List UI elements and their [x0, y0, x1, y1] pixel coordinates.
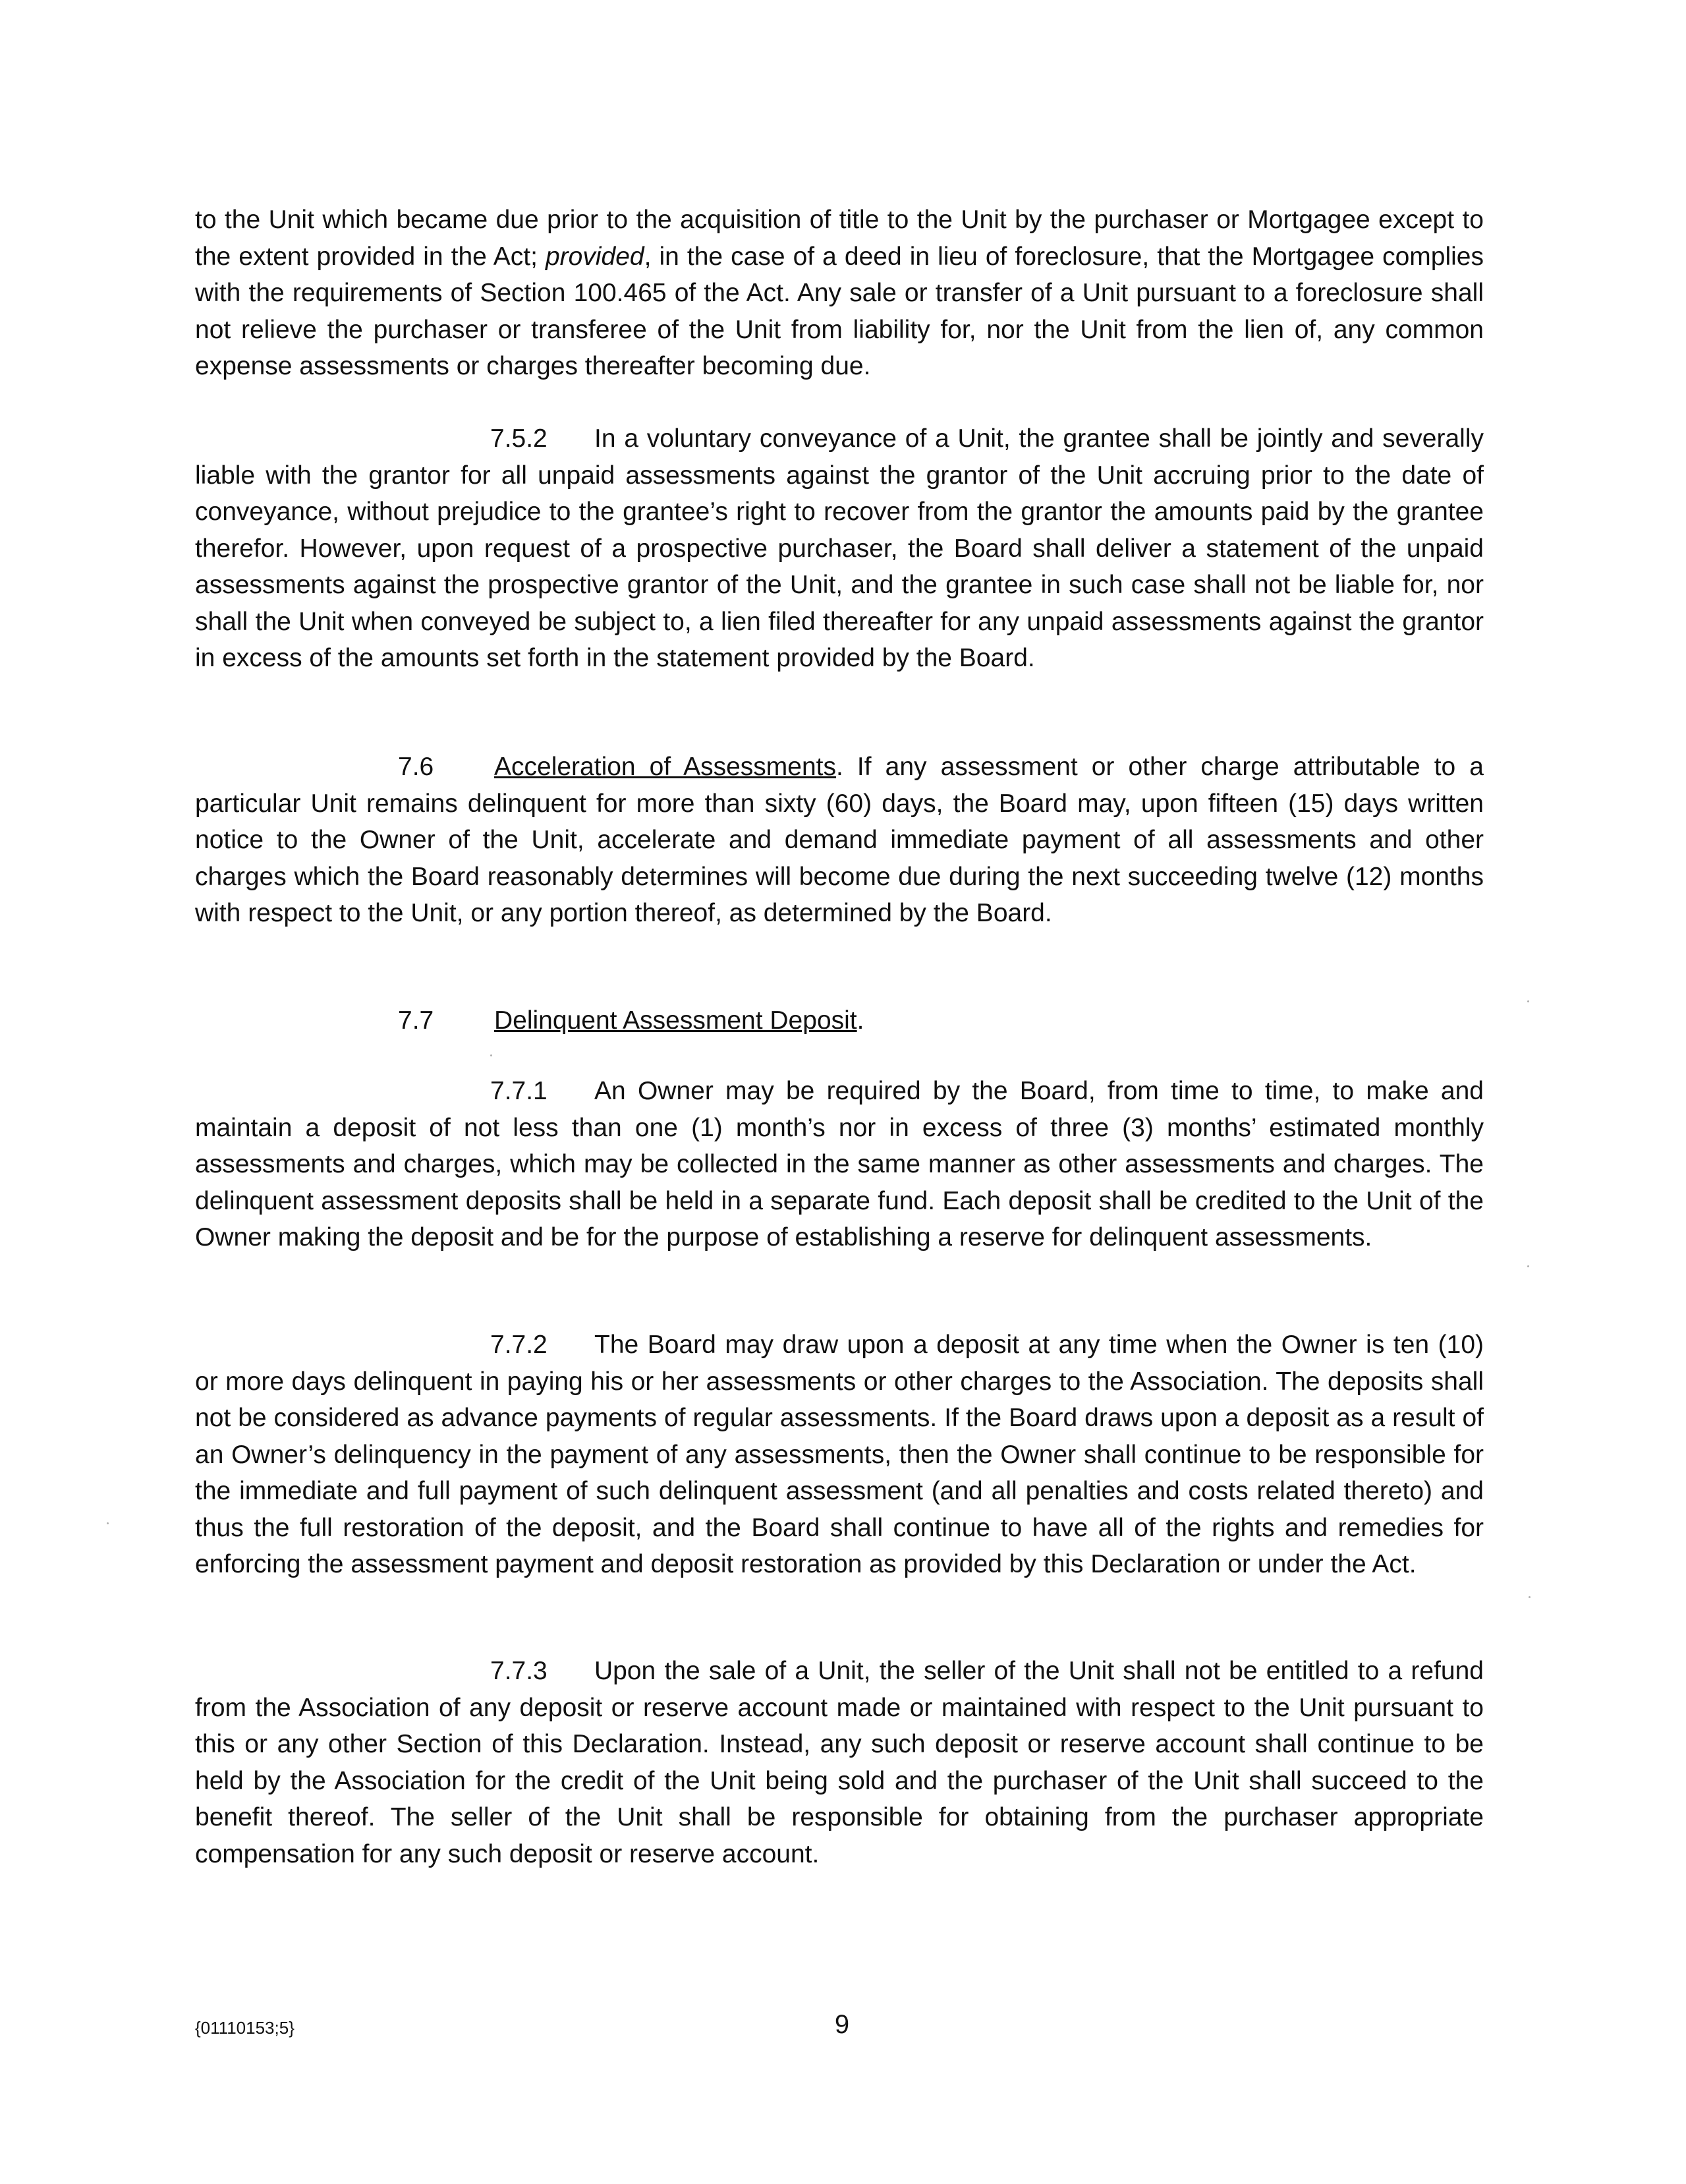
section-7-7-3 [195, 1653, 1484, 1872]
paragraph-continuation [195, 202, 1484, 385]
page-number: 9 [834, 2010, 850, 2039]
section-text: . If any assessment or other charge attributable to a particular Unit remains delinquent for more than sixty (60) days, the Board may, upon fifteen (15) days written notice to the Owner of the Unit, accelerate and demand immediate payment of all assessments and other charges which the Board reasonably determines will become due during the next succeeding twelve (12) months with respect to the Unit, or any portion thereof, as determined by the Board. [195, 753, 1484, 927]
section-text: The Board may draw upon a deposit at any time when the Owner is ten (10) or more days delinquent in paying his or her assessments or other charges to the Association. The deposits shall not be considered as advance payments of regular assessments. If the Board draws upon a deposit as a result of an Owner’s delinquency in the payment of any assessments, then the Owner shall continue to be responsible for the immediate and full payment of such delinquent assessment (and all penalties and costs related thereto) and thus the full restoration of the deposit, and the Board shall continue to have all of the rights and remedies for enforcing the assessment payment and deposit restoration as provided by this Declaration or under the Act. [195, 1331, 1484, 1578]
section-title: Acceleration of Assessments [494, 753, 837, 781]
italic-term: provided [545, 242, 644, 271]
scan-speck [1527, 1000, 1529, 1002]
section-text: In a voluntary conveyance of a Unit, the grantee shall be jointly and severally liable with the grantor for all unpaid assessments against the grantor of the Unit accruing prior to the date of conveyance, without prejudice to the grantee’s right to recover from the grantor the amounts paid by the grantee therefor. However, upon request of a prospective purchaser, the Board shall deliver a statement of the unpaid assessments against the prospective grantor of the Unit, and the grantee in such case shall not be liable for, nor shall the Unit when conveyed be subject to, a lien filed thereafter for any unpaid assessments against the grantor in excess of the amounts set forth in the statement provided by the Board. [195, 424, 1484, 672]
section-7-5-2 [195, 420, 1484, 677]
scan-speck [1527, 1265, 1529, 1267]
section-number: 7.7.2 [490, 1331, 548, 1359]
document-id: {01110153;5} [195, 2018, 295, 2038]
section-number: 7.6 [398, 753, 434, 781]
section-number: 7.5.2 [490, 424, 548, 453]
section-title: Delinquent Assessment Deposit [494, 1006, 857, 1035]
section-7-7-1 [195, 1073, 1484, 1256]
section-7-7-2 [195, 1327, 1484, 1583]
section-number: 7.7.3 [490, 1657, 548, 1685]
paragraph-text: to the Unit which became due prior to the acquisition of title to the Unit by the purchaser or Mortgagee except to the extent provided in the Act; [195, 206, 1484, 271]
section-text: An Owner may be required by the Board, from time to time, to make and maintain a deposit of not less than one (1) month’s nor in excess of three (3) months’ estimated monthly assessments and charges, which may be collected in the same manner as other assessments and charges. The delinquent assessment deposits shall be held in a separate fund. Each deposit shall be credited to the Unit of the Owner making the deposit and be for the purpose of establishing a reserve for delinquent assessments. [195, 1077, 1484, 1251]
scan-speck [107, 1522, 109, 1524]
section-text: Upon the sale of a Unit, the seller of the Unit shall not be entitled to a refund from the Association of any deposit or reserve account made or maintained with respect to the Unit pursuant to this or any other Section of this Declaration. Instead, any such deposit or reserve account shall continue to be held by the Association for the credit of the Unit being sold and the purchaser of the Unit shall succeed to the benefit thereof. The seller of the Unit shall be responsible for obtaining from the purchaser appropriate compensation for any such deposit or reserve account. [195, 1657, 1484, 1868]
section-number: 7.7 [398, 1006, 434, 1035]
heading-period: . [857, 1006, 864, 1035]
section-7-7-heading [398, 1002, 864, 1039]
scan-speck [490, 1054, 492, 1056]
section-7-6 [195, 749, 1484, 932]
scan-speck [1529, 1596, 1531, 1598]
section-number: 7.7.1 [490, 1077, 548, 1105]
paragraph-text: , in the case of a deed in lieu of foreclosure, that the Mortgagee complies with the requirements of Section 100.465 of the Act. Any sale or transfer of a Unit pursuant to a foreclosure shall not relieve the purchaser or transferee of the Unit from liability for, nor the Unit from the lien of, any common expense assessments or charges thereafter becoming due. [195, 242, 1484, 380]
